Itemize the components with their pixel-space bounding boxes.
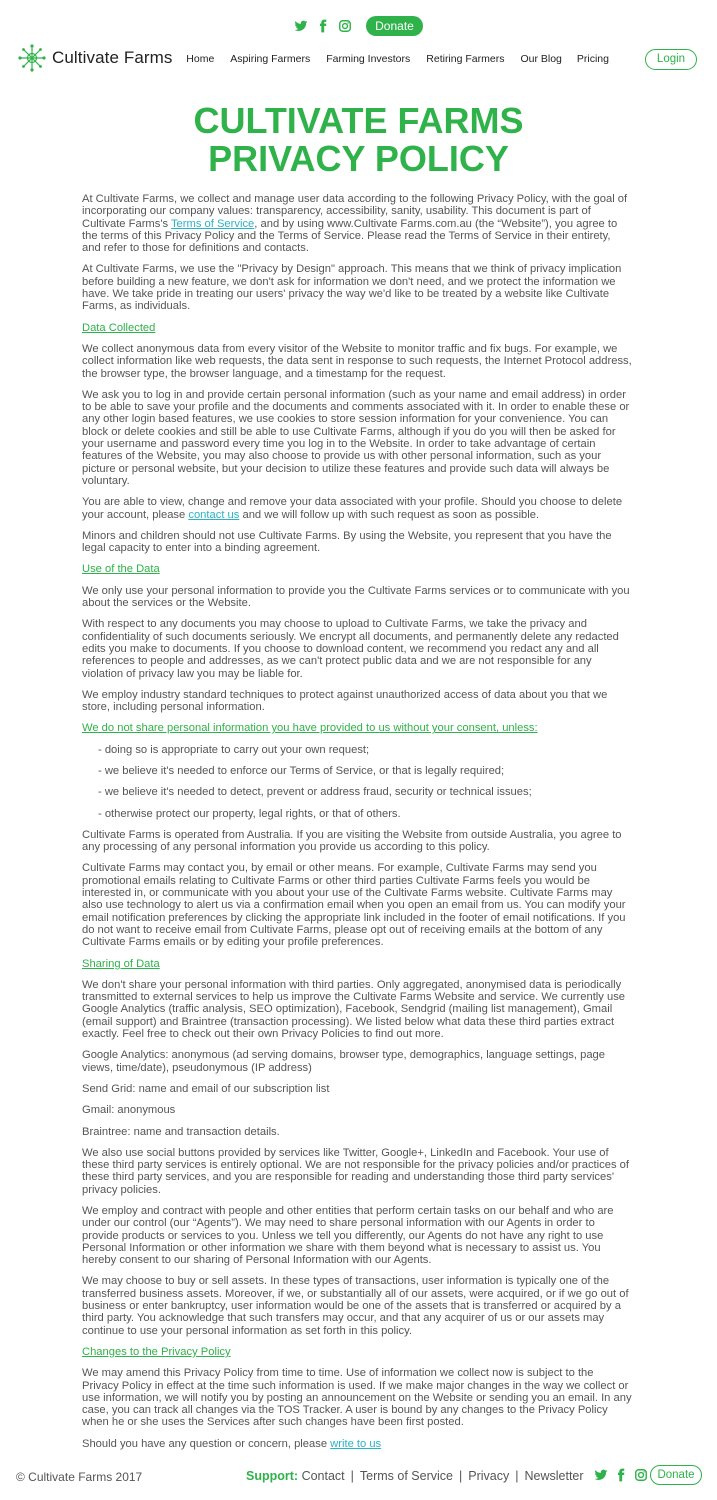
donate-button-top[interactable]: Donate — [366, 16, 423, 36]
facebook-icon[interactable] — [316, 19, 330, 33]
collected-paragraph-3 — [82, 496, 632, 521]
use-paragraph-2: With respect to any documents you may choose to upload to Cultivate Farms, we take the privacy and confidentiality of such documents seriously. We encrypt all documents, and permanently delete any redacted edits you make to documents. If you choose to download content, we recommend you redact any and all references to people and addresses, as we can't protect public data and we are not responsible for any violation of privacy law you may be liable for. — [82, 618, 619, 680]
main-nav — [186, 53, 609, 65]
nav-farming-investors[interactable]: Farming Investors — [326, 53, 411, 65]
intro-paragraph-1 — [82, 193, 632, 254]
top-social-bar — [0, 15, 717, 37]
footer-link-terms-of-service[interactable]: Terms of Service — [359, 1469, 453, 1483]
changes-paragraph-2 — [82, 1438, 632, 1450]
changes-paragraph-1: We may amend this Privacy Policy from time to time. Use of information we collect now is subject to the Privacy Policy in effect at the time such information is used. If we make major changes in the way we collect or use information, we will notify you by posting an announcement on the Website or sending you an email. In any case, you can track all changes via the TOS Tracker. A user is bound by any changes to the Privacy Policy when he or she uses the Services after such changes have been first posted. — [82, 1367, 632, 1429]
collected-paragraph-4: Minors and children should not use Cultivate Farms. By using the Website, you represent that you have the legal capacity to enter into a binding agreement. — [82, 529, 612, 555]
policy-content — [82, 193, 632, 1459]
use-paragraph-1: We only use your personal information to provide you the Cultivate Farms services or to communicate with you about the services or the Website. — [82, 584, 630, 610]
section-heading-use-of-data[interactable]: Use of the Data — [82, 563, 160, 576]
sharing-paragraph-4: Gmail: anonymous — [82, 1104, 176, 1117]
list-item: - we believe it's needed to enforce our Terms of Service, or that is legally required; — [98, 764, 505, 777]
collected3-text-a: You are able to view, change and remove your data associated with your profile. Should you choose to delete your account, please — [82, 496, 623, 521]
section-heading-data-collected[interactable]: Data Collected — [82, 321, 156, 334]
sharing-paragraph-2: Google Analytics: anonymous (ad serving domains, browser type, demographics, language settings, page views, time/date), pseudonymous (IP address) — [82, 1049, 606, 1074]
terms-of-service-link[interactable]: Terms of Service — [170, 217, 255, 230]
footer-link-privacy[interactable]: Privacy — [468, 1469, 510, 1483]
nav-our-blog[interactable]: Our Blog — [520, 53, 562, 65]
separator: | — [515, 1469, 519, 1483]
separator: | — [350, 1469, 354, 1483]
sharing-paragraph-1: We don't share your personal information with third parties. Only aggregated, anonymised data is periodically transmitted to external services to help us improve the Cultivate Farms Website and service. We currently use Google Analytics (traffic analysis, SEO optimization), Facebook, Sendgrid (mailing list management), Gmail (email support) and Braintree (transaction processing). We listed below what data these third parties extract exactly. Feel free to check out their own Privacy Policies to find out more. — [82, 978, 626, 1041]
nav-home[interactable]: Home — [186, 53, 215, 65]
list-item: - doing so is appropriate to carry out your own request; — [98, 743, 370, 756]
footer-link-newsletter[interactable]: Newsletter — [524, 1469, 584, 1483]
site-footer — [0, 1464, 717, 1486]
collected3-text-b: and we will follow up with such request as soon as possible. — [239, 508, 540, 521]
instagram-icon[interactable] — [634, 1468, 648, 1482]
separator: | — [459, 1469, 463, 1483]
nav-aspiring-farmers[interactable]: Aspiring Farmers — [230, 53, 311, 65]
section-heading-changes[interactable]: Changes to the Privacy Policy — [82, 1345, 231, 1358]
contact-us-link[interactable]: contact us — [188, 508, 240, 521]
intro-text-b: , and by using www.Cultivate Farms.com.au (the “Website”), you agree to the terms of this Privacy Policy and the Terms of Service. Please read the Terms of Service in their entirety, and refer to those for definitions and contacts. — [82, 217, 618, 255]
list-item: - otherwise protect our property, legal rights, or that of others. — [98, 807, 401, 820]
twitter-icon[interactable] — [594, 1468, 608, 1482]
intro-paragraph-2: At Cultivate Farms, we use the "Privacy by Design" approach. This means that we think of privacy implication before building a new feature, we don't ask for information we don't need, and we protect the information we have. We take pride in treating our users' privacy the way we'd like to be treated by a website like Cultivate Farms, as individuals. — [82, 263, 622, 313]
logo-text: Cultivate Farms — [52, 48, 173, 67]
logo-icon — [18, 44, 46, 72]
list-item: - we believe it's needed to detect, prevent or address fraud, security or technical issues; — [98, 786, 532, 799]
twitter-icon[interactable] — [294, 19, 308, 33]
footer-link-contact[interactable]: Contact — [301, 1469, 345, 1483]
donate-button-footer[interactable]: Donate — [650, 1465, 702, 1485]
nav-pricing[interactable]: Pricing — [576, 53, 609, 65]
page-title-line-2: PRIVACY POLICY — [208, 138, 509, 179]
intro-text-a: At Cultivate Farms, we collect and manage user data according to the following Privacy Policy, with the goal of incorporating our company values: transparency, accessibility, sanity, usability. This document is part of Cultivate Farms's — [82, 193, 628, 230]
support-links — [246, 1469, 584, 1483]
copyright: © Cultivate Farms 2017 — [16, 1470, 143, 1484]
changes2-text-a: Should you have any question or concern, please — [82, 1437, 331, 1450]
sharing-paragraph-3: Send Grid: name and email of our subscription list — [82, 1082, 330, 1095]
section-heading-no-sharing[interactable]: We do not share personal information you have provided to us without your consent, unless: — [82, 722, 538, 735]
support-label: Support: — [246, 1469, 299, 1483]
use-paragraph-3: We employ industry standard techniques to protect against unauthorized access of data about you that we store, including personal information. — [82, 688, 608, 714]
sharing-paragraph-7: We employ and contract with people and other entities that perform certain tasks on our behalf and who are under our control (our “Agents”). We may need to share personal information with our Agents in order to provide products or services to you. Unless we tell you differently, our Agents do not have any right to use Personal Information or other information we share with them beyond what is necessary to assist us. You hereby consent to our sharing of Personal Information with our Agents. — [82, 1205, 614, 1267]
page-title-line-1: CULTIVATE FARMS — [193, 100, 524, 141]
login-button[interactable]: Login — [645, 49, 697, 70]
sharing-exceptions-list — [82, 744, 632, 820]
page-title — [0, 102, 717, 178]
sharing-paragraph-6: We also use social buttons provided by services like Twitter, Google+, LinkedIn and Facebook. Your use of these third party services is entirely optional. We are not responsible for the privacy policies and/or practices of these third party services, and you are responsible for reading and understanding those third party services' privacy policies. — [82, 1146, 630, 1196]
logo[interactable] — [18, 44, 173, 72]
share-paragraph-1: Cultivate Farms is operated from Australia. If you are visiting the Website from outside Australia, you agree to any processing of any personal information you provide us according to this policy. — [82, 828, 622, 854]
share-paragraph-2: Cultivate Farms may contact you, by email or other means. For example, Cultivate Farms may send you promotional emails relating to Cultivate Farms or other third parties Cultivate Farms feels you would be interested in, or communicate with you about your use of the Cultivate Farms website. Cultivate Farms may also use technology to alert us via a confirmation email when you open an email from us. You can modify your email notification preferences by clicking the appropriate link included in the footer of email notifications. If you do not want to receive email from Cultivate Farms, please opt out of receiving emails at the bottom of any Cultivate Farms emails or by editing your profile preferences. — [82, 862, 626, 949]
section-heading-sharing-of-data[interactable]: Sharing of Data — [82, 957, 160, 970]
facebook-icon[interactable] — [614, 1468, 628, 1482]
sharing-paragraph-8: We may choose to buy or sell assets. In these types of transactions, user information is typically one of the transferred business assets. Moreover, if we, or substantially all of our assets, were acquired, or if we go out of business or enter bankruptcy, user information would be one of the assets that is transferred or acquired by a third party. You acknowledge that such transfers may occur, and that any acquirer of us or our assets may continue to use your personal information as set forth in this policy. — [82, 1275, 629, 1337]
collected-paragraph-2: We ask you to log in and provide certain personal information (such as your name and email address) in order to be able to save your profile and the documents and comments associated with it. In order to enable these or any other login based features, we use cookies to store session information for your convenience. You can block or delete cookies and still be able to use Cultivate Farms, although if you do you will then be asked for your username and password every time you log in to the Website. In order to take advantage of certain features of the Website, you may also choose to provide us with other personal information, such as your picture or personal website, but your decision to utilize these features and provide such data will always be voluntary. — [82, 388, 630, 487]
footer-social — [594, 1468, 648, 1482]
sharing-paragraph-5: Braintree: name and transaction details. — [82, 1125, 280, 1138]
instagram-icon[interactable] — [338, 19, 352, 33]
nav-retiring-farmers[interactable]: Retiring Farmers — [426, 53, 505, 65]
collected-paragraph-1: We collect anonymous data from every visitor of the Website to monitor traffic and fix bugs. For example, we collect information like web requests, the data sent in response to such requests, the Internet Protocol address, the browser type, the browser language, and a timestamp for the request. — [82, 342, 632, 380]
write-to-us-link[interactable]: write to us — [330, 1437, 382, 1450]
site-header — [0, 44, 717, 78]
